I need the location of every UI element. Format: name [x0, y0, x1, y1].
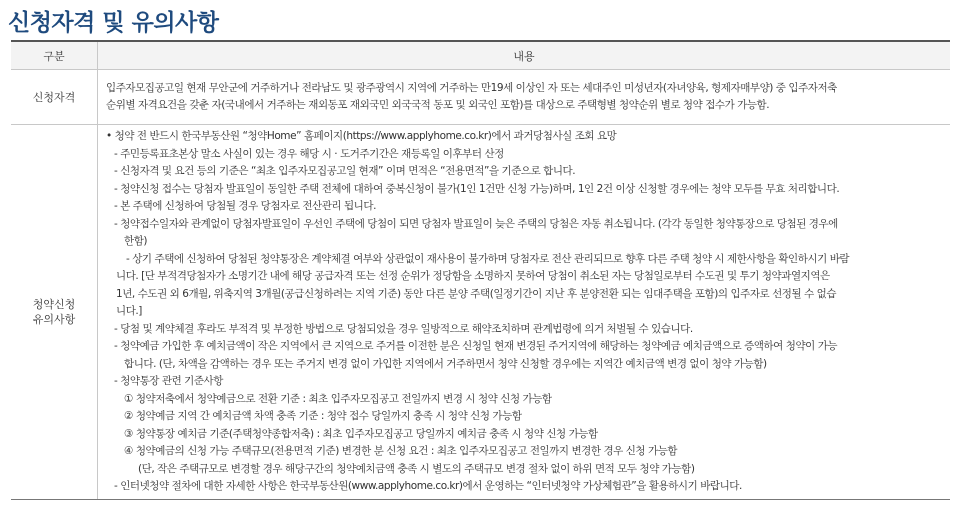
row-label-precautions — [11, 125, 98, 500]
row-content-precautions — [98, 125, 951, 500]
content-line: - 청약통장 관련 기준사항 — [114, 375, 223, 387]
content-line: - 신청자격 및 요건 등의 기준은 “최초 입주자모집공고일 현재” 이며 면적은 “전용면적”을 기준으로 합니다. — [114, 165, 576, 177]
table-row-eligibility — [11, 70, 950, 125]
content-line: - 본 주택에 신청하여 당첨될 경우 당첨자로 전산관리 됩니다. — [114, 200, 376, 212]
content-line: 합니다. (단, 차액을 감액하는 경우 또는 주거지 변경 없이 가입한 지역에서 거주하면서 청약 신청할 경우에는 지역간 예치금액 변경 없이 청약 가능함) — [124, 357, 767, 370]
row-content-eligibility — [98, 70, 951, 125]
column-header-category: 구분 — [11, 41, 98, 70]
bullet-line: • 청약 전 반드시 한국부동산원 “청약Home” 홈페이지(https://www.applyhome.co.kr)에서 과거당첨사실 조회 요망 — [106, 130, 617, 142]
content-line: 니다.] — [116, 305, 142, 317]
content-line: - 인터넷청약 절차에 대한 자세한 사항은 한국부동산원(www.applyhome.co.kr)에서 운영하는 “인터넷청약 가상체험관”을 활용하시기 바랍니다. — [114, 480, 742, 492]
column-header-content: 내용 — [98, 41, 951, 70]
content-line: ① 청약저축에서 청약예금으로 전환 기준 : 최초 입주자모집공고 전일까지 변경 시 청약 신청 가능함 — [124, 392, 552, 405]
content-line: - 당첨 및 계약체결 후라도 부적격 및 부정한 방법으로 당첨되었을 경우 일방적으로 해약조치하며 관계법령에 의거 처벌될 수 있습니다. — [114, 322, 693, 335]
row-label-eligibility: 신청자격 — [11, 70, 98, 125]
content-line: 한함) — [124, 235, 148, 247]
page-title: 신청자격 및 유의사항 — [8, 10, 219, 36]
content-line: ② 청약예금 지역 간 예치금액 차액 충족 기준 : 청약 접수 당일까지 충족 시 청약 신청 가능함 — [124, 410, 522, 422]
content-line: (단, 작은 주택규모로 변경할 경우 해당구간의 청약예치금액 충족 시 별도의 주택규모 변경 절차 없이 하위 면적 모두 청약 가능함) — [138, 462, 695, 475]
table-row-precautions — [11, 125, 950, 500]
content-line: 1년, 수도권 외 6개월, 위축지역 3개월(공급신청하려는 지역 기준) 동안 다른 분양 주택(일정기간이 지난 후 분양전환 되는 임대주택을 포함)의 입주자로 선정될 수 없습 — [116, 287, 837, 300]
table-header-row — [11, 41, 950, 70]
content-line: - 상기 주택에 신청하여 당첨된 청약통장은 계약체결 여부와 상관없이 재사용이 불가하며 당첨자로 전산 관리되므로 향후 다른 주택 청약 시 제한사항을 확인하시기 바람 — [126, 252, 850, 265]
content-line: - 주민등록표초본상 말소 사실이 있는 경우 해당 시 · 도거주기간은 재등록일 이후부터 산정 — [114, 147, 504, 160]
content-line: 니다. [단 부적격당첨자가 소명기간 내에 해당 공급자격 또는 선정 순위가 정당함을 소명하지 못하여 당첨이 취소된 자는 당첨일로부터 수도권 및 투기 청약과열지역은 — [116, 270, 830, 282]
content-line: - 청약접수일자와 관계없이 당첨자발표일이 우선인 주택에 당첨이 되면 당첨자 발표일이 늦은 주택의 당첨은 자동 취소됩니다. (각각 동일한 청약통장으로 당첨된 경우에 — [114, 217, 838, 230]
content-line: ④ 청약예금의 신청 가능 주택규모(전용면적 기준) 변경한 분 신청 요건 : 최초 입주자모집공고 전일까지 변경한 경우 신청 가능함 — [124, 445, 678, 457]
row-label-line: 유의사항 — [32, 312, 76, 326]
eligibility-table — [11, 40, 950, 500]
content-line: 순위별 자격요건을 갖춘 자(국내에서 거주하는 재외동포 재외국민 외국국적 동포 및 외국인 포함)를 대상으로 주택형별 청약순위 별로 청약 접수가 가능함. — [106, 99, 770, 111]
content-line: - 청약신청 접수는 당첨자 발표일이 동일한 주택 전체에 대하여 중복신청이 불가(1인 1건만 신청 가능)하며, 1인 2건 이상 신청할 경우에는 청약 모두를 무효 처리합니다. — [114, 182, 840, 195]
content-line: - 청약예금 가입한 후 예치금액이 작은 지역에서 큰 지역으로 주거를 이전한 분은 신청일 현재 변경된 주거지역에 해당하는 청약예금 예치금액으로 증액하여 청약이 가능 — [114, 340, 838, 352]
row-label-line: 청약신청 — [32, 297, 76, 311]
content-line: 입주자모집공고일 현재 무안군에 거주하거나 전라남도 및 광주광역시 지역에 거주하는 만19세 이상인 자 또는 세대주인 미성년자(자녀양육, 형제자매부양) 중 입주자저축 — [106, 81, 837, 94]
content-line: ③ 청약통장 예치금 기준(주택청약종합저축) : 최초 입주자모집공고 당일까지 예치금 충족 시 청약 신청 가능함 — [124, 427, 598, 440]
